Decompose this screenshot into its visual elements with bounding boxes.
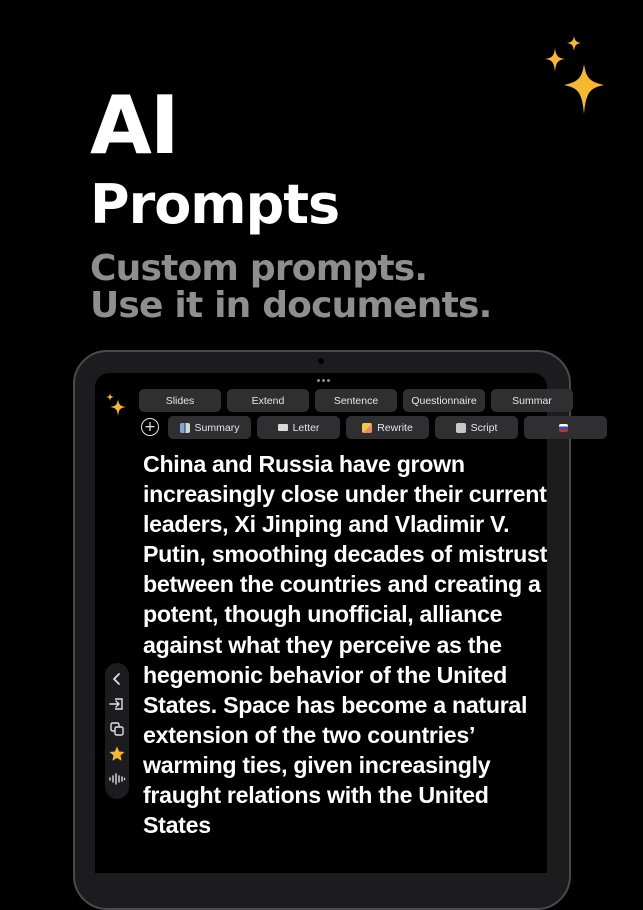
prompt-chip-extend[interactable]: Extend — [227, 389, 309, 412]
app-screen — [95, 373, 552, 873]
favorite-button[interactable] — [105, 744, 129, 764]
hero-title-ai: AI — [90, 79, 178, 172]
waveform-icon — [108, 772, 126, 786]
copy-icon — [109, 721, 125, 737]
book-icon — [180, 423, 190, 433]
star-icon — [108, 745, 126, 763]
side-tool-panel — [105, 663, 129, 799]
camera-dot — [318, 358, 324, 364]
ai-sparkle-button[interactable] — [105, 391, 127, 417]
chevron-left-icon — [111, 672, 123, 686]
prompt-chip-translate-partial[interactable] — [524, 416, 607, 439]
hero-subtitle-line-2: Use it in documents. — [90, 285, 492, 326]
insert-icon — [109, 697, 125, 711]
hero-subtitle-line-1: Custom prompts. — [90, 248, 428, 289]
script-icon — [456, 423, 466, 433]
document-body-text[interactable]: China and Russia have grown increasingly close under their current leaders, Xi Jinping and Vladimir V. Putin, smoothing decades of mistrust between the countries and creating a potent, though unofficial, alliance against what they perceive as the hegemonic behavior of the United States. Space has become a natural extension of the two countries’ warming ties, given increasingly fraught relations with the United States — [143, 451, 548, 839]
prompt-chip-sentence[interactable]: Sentence — [315, 389, 397, 412]
hero-title-prompts: Prompts — [90, 173, 340, 236]
letter-icon — [278, 424, 288, 431]
sparkles-icon — [540, 34, 614, 116]
prompt-chip-script[interactable]: Script — [435, 416, 518, 439]
add-prompt-button[interactable] — [141, 418, 159, 436]
prompt-chip-slides[interactable]: Slides — [139, 389, 221, 412]
pencil-icon — [362, 423, 372, 433]
multitask-grabber[interactable] — [317, 379, 330, 382]
prompt-chip-questionnaire[interactable]: Questionnaire — [403, 389, 485, 412]
prompt-chip-rewrite[interactable]: Rewrite — [346, 416, 429, 439]
prompt-chip-summary[interactable]: Summary — [168, 416, 251, 439]
prompt-chip-letter[interactable]: Letter — [257, 416, 340, 439]
plus-icon: + — [144, 419, 156, 435]
hero-subtitle — [90, 250, 492, 324]
prompt-toolbar-row-1 — [139, 389, 573, 412]
prompt-toolbar-row-2 — [168, 416, 607, 439]
prompt-chip-summary-partial[interactable]: Summar — [491, 389, 573, 412]
back-button[interactable] — [105, 669, 129, 689]
flag-icon — [559, 424, 568, 432]
copy-button[interactable] — [105, 719, 129, 739]
voice-button[interactable] — [105, 769, 129, 789]
insert-button[interactable] — [105, 694, 129, 714]
